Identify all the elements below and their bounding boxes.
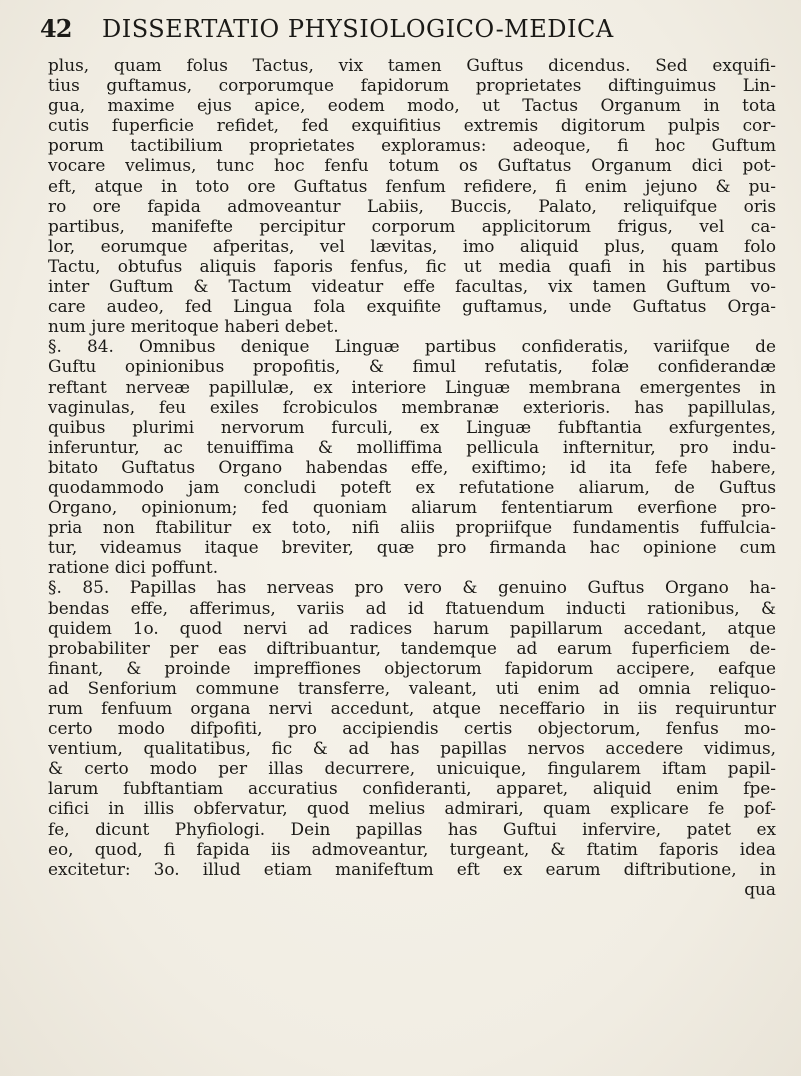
text-line: bendas effe, afferimus, variis ad id ftatuendum inducti rationibus, & xyxy=(48,597,776,618)
text-line: excitetur: 3o. illud etiam manifeftum eft ex earum diftributione, in xyxy=(48,858,776,879)
text-line: quodammodo jam concludi poteft ex refutatione aliarum, de Guftus xyxy=(48,476,776,497)
text-line: pria non ftabilitur ex toto, nifi aliis propriifque fundamentis fuffulcia- xyxy=(48,517,776,538)
text-line: certo modo difpofiti, pro accipiendis certis objectorum, fenfus mo- xyxy=(48,718,776,739)
text-line: gua, maxime ejus apice, eodem modo, ut Tactus Organum in tota xyxy=(48,95,776,116)
text-line: Organo, opinionum; fed quoniam aliarum fententiarum everfione pro- xyxy=(48,497,776,518)
text-line: reftant nerveæ papillulæ, ex interiore Linguæ membrana emergentes in xyxy=(48,376,776,397)
text-line: ro ore fapida admoveantur Labiis, Buccis, Palato, reliquifque oris xyxy=(48,195,776,216)
text-line: & certo modo per illas decurrere, unicuique, fingularem iftam papil- xyxy=(48,758,776,779)
text-line: partibus, manifefte percipitur corporum applicitorum frigus, vel ca- xyxy=(48,215,776,236)
text-line: finant, & proinde impreffiones objectorum fapidorum accipere, eafque xyxy=(48,657,776,678)
page-header xyxy=(40,14,770,48)
catchword-row xyxy=(48,879,776,901)
text-line: inferuntur, ac tenuiffima & molliffima pellicula infternitur, pro indu- xyxy=(48,436,776,457)
catchword: qua xyxy=(744,878,776,899)
text-line: care audeo, fed Lingua fola exquifite guftamus, unde Guftatus Orga- xyxy=(48,296,776,317)
text-line: ventium, qualitatibus, fic & ad has papillas nervos accedere vidimus, xyxy=(48,738,776,759)
text-line: vaginulas, feu exiles fcrobiculos membranæ exterioris. has papillulas, xyxy=(48,396,776,417)
text-line: rum fenfuum organa nervi accedunt, atque neceffario in iis requiruntur xyxy=(48,698,776,718)
text-line: ratione dici poffunt. xyxy=(48,557,219,578)
text-line: porum tactibilium proprietates exploramus: adeoque, fi hoc Guftum xyxy=(48,135,776,156)
text-line: probabiliter per eas diftribuantur, tandemque ad earum fuperficiem de- xyxy=(48,637,776,658)
text-line: eft, atque in toto ore Guftatus fenfum refidere, fi enim jejuno & pu- xyxy=(48,175,776,196)
running-title: DISSERTATIO PHYSIOLOGICO-MEDICA xyxy=(102,15,614,43)
text-line: tur, videamus itaque breviter, quæ pro firmanda hac opinione cum xyxy=(48,537,776,558)
text-line: inter Guftum & Tactum videatur effe facultas, vix tamen Guftum vo- xyxy=(48,276,776,297)
text-line: quidem 1o. quod nervi ad radices harum papillarum accedant, atque xyxy=(48,617,776,638)
text-line: plus, quam folus Tactus, vix tamen Guftus dicendus. Sed exquifi- xyxy=(48,55,776,75)
text-line: num jure meritoque haberi debet. xyxy=(48,316,339,337)
text-line: cutis fuperficie refidet, fed exquifitius extremis digitorum pulpis cor- xyxy=(48,115,776,136)
text-line: lor, eorumque afperitas, vel lævitas, imo aliquid plus, quam folo xyxy=(48,235,776,256)
text-line: eo, quod, fi fapida iis admoveantur, turgeant, & ftatim faporis idea xyxy=(48,838,776,859)
text-line: bitato Guftatus Organo habendas effe, exiftimo; id ita fefe habere, xyxy=(48,456,776,477)
text-line: §. 84. Omnibus denique Linguæ partibus confideratis, variifque de xyxy=(48,336,776,357)
text-line: Tactu, obtufus aliquis faporis fenfus, fic ut media quafi in his partibus xyxy=(48,255,776,276)
text-line: quibus plurimi nervorum furculi, ex Linguæ fubftantia exfurgentes, xyxy=(48,416,776,437)
page-number: 42 xyxy=(40,14,72,43)
body-text xyxy=(48,55,776,901)
text-line: tius guftamus, corporumque fapidorum proprietates diftinguimus Lin- xyxy=(48,75,776,96)
text-line: vocare velimus, tunc hoc fenfu totum os Guftatus Organum dici pot- xyxy=(48,155,776,176)
text-line: ad Senforium commune transferre, valeant, uti enim ad omnia reliquo- xyxy=(48,677,776,698)
text-line: §. 85. Papillas has nerveas pro vero & genuino Guftus Organo ha- xyxy=(48,577,776,598)
text-line: larum fubftantiam accuratius confideranti, apparet, aliquid enim fpe- xyxy=(48,778,776,799)
text-line: cifici in illis obfervatur, quod melius admirari, quam explicare fe pof- xyxy=(48,798,776,819)
text-line: fe, dicunt Phyfiologi. Dein papillas has Guftui infervire, patet ex xyxy=(48,818,776,839)
text-line: Guftu opinionibus propofitis, & fimul refutatis, folæ confiderandæ xyxy=(48,356,776,377)
